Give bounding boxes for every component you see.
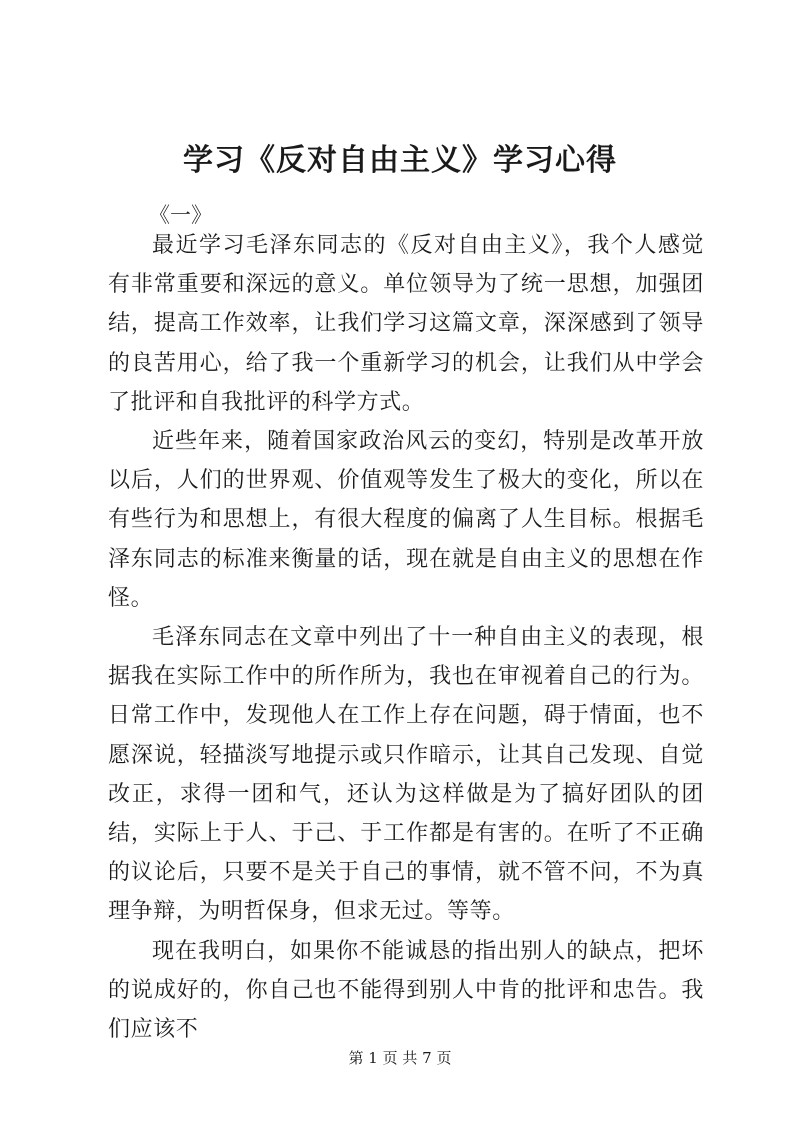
- document-title: 学习《反对自由主义》学习心得: [183, 143, 617, 178]
- paragraph: 近些年来，随着国家政治风云的变幻，特别是改革开放以后，人们的世界观、价值观等发生了极大的变化，所以在有些行为和思想上，有很大程度的偏离了人生目标。根据毛泽东同志的标准来衡量的话，现在就是自由主义的思想在作怪。: [108, 429, 704, 611]
- paragraph: 毛泽东同志在文章中列出了十一种自由主义的表现，根据我在实际工作中的所作所为，我也在审视着自己的行为。日常工作中，发现他人在工作上存在问题，碍于情面，也不愿深说，轻描淡写地提示或只作暗示，让其自己发现、自觉改正，求得一团和气，还认为这样做是为了搞好团队的团结，实际上于人、于己、于工作都是有害的。在听了不正确的议论后，只要不是关于自己的事情，就不管不问，不为真理争辩，为明哲保身，但求无过。等等。: [108, 625, 704, 925]
- paragraph: 最近学习毛泽东同志的《反对自由主义》，我个人感觉有非常重要和深远的意义。单位领导为了统一思想，加强团结，提高工作效率，让我们学习这篇文章，深深感到了领导的良苦用心，给了我一个重新学习的机会，让我们从中学会了批评和自我批评的科学方式。: [108, 233, 704, 415]
- document-body: [108, 226, 704, 1049]
- paragraph: 现在我明白，如果你不能诚恳的指出别人的缺点，把坏的说成好的，你自己也不能得到别人中肯的批评和忠告。我们应该不: [108, 938, 704, 1043]
- section-label: 《一》: [149, 203, 212, 227]
- page-footer: 第 1 页 共 7 页: [348, 1049, 452, 1067]
